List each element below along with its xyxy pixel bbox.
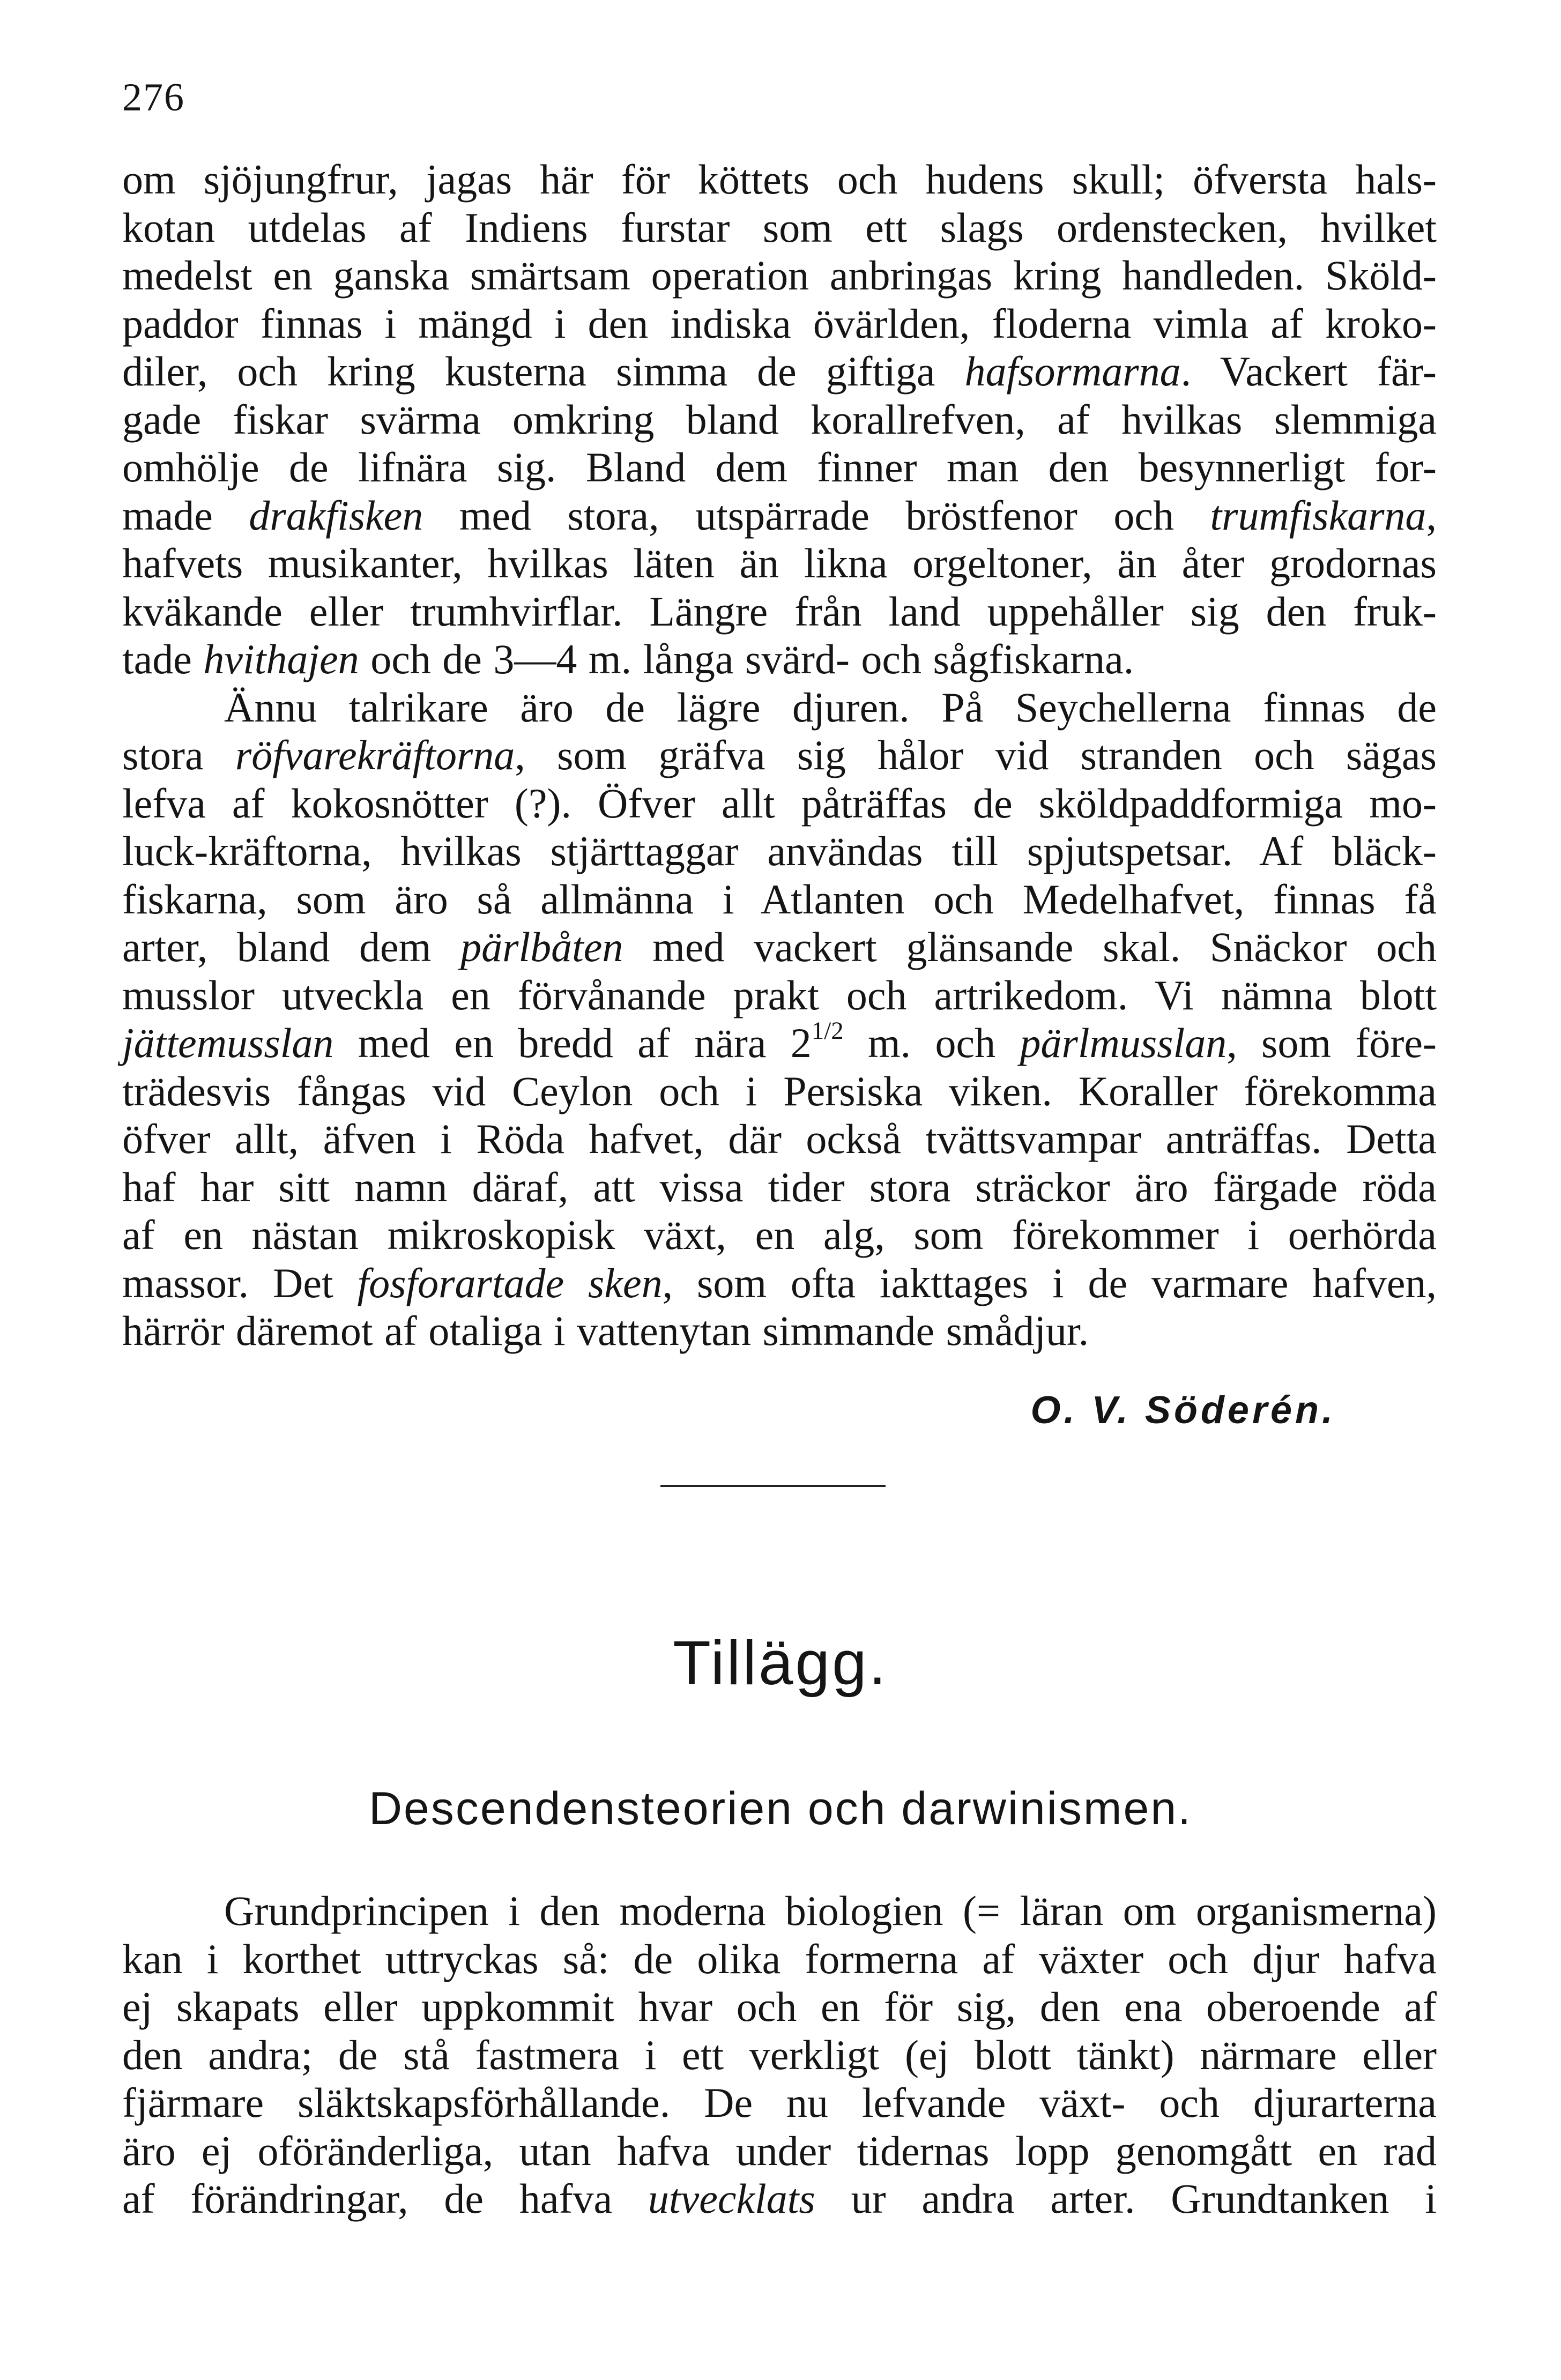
section-title: Tillägg. [673,1628,888,1698]
text-line: kan i korthet uttryckas så: de olika formerna af växter och djur hafva [122,1935,1437,1982]
text-line: gade fiskar svärma omkring bland korallrefven, af hvilkas slemmiga [122,396,1437,443]
text-line: af förändringar, de hafva utvecklats ur andra arter. Grundtanken i [122,2175,1437,2222]
author-signature: O. V. Söderén. [1030,1389,1336,1432]
italic-term: pärlmusslan [1020,1020,1227,1066]
text-line: af en nästan mikroskopisk växt, en alg, som förekommer i oerhörda [122,1211,1437,1258]
text-line: omhölje de lifnära sig. Bland dem finner man den besynnerligt for- [122,444,1437,490]
text-line-part: jättemusslan med en bredd af nära 2 [122,1020,812,1066]
text-line: Grundprincipen i den moderna biologien (= läran om organismerna) [224,1887,1437,1934]
text-line: medelst en ganska smärtsam operation anbringas kring handleden. Sköld- [122,252,1437,299]
text-line [122,347,1437,396]
text-line: äro ej oföränderliga, utan hafva under tidernas lopp genomgått en rad [122,2127,1437,2174]
italic-term: pärlbåten [460,924,623,970]
text-line: härrör däremot af otaliga i vattenytan simmande smådjur. [122,1307,1089,1354]
text-line-content: diler, och kring kusterna simma de giftiga hafsormarna. Vackert fär- [122,348,1437,395]
italic-term: trumfiskarna [1210,492,1426,539]
text-line: luck-kräftorna, hvilkas stjärttaggar användas till spjutspetsar. Af bläck- [122,828,1437,874]
text-line: fjärmare släktskapsförhållande. De nu lefvande växt- och djurarterna [122,2079,1437,2126]
text-line: Ännu talrikare äro de lägre djuren. På Seychellerna finnas de [224,683,1437,731]
italic-term: utvecklats [648,2175,815,2222]
text-line: stora röfvarekräftorna, som gräfva sig hålor vid stranden och sägas [122,732,1437,778]
italic-term: fosforartade sken [357,1259,663,1306]
italic-term: hafsormarna [964,348,1181,395]
text-line: ej skapats eller uppkommit hvar och en för sig, den ena oberoende af [122,1983,1437,2030]
fraction: 1/2 [811,1016,844,1045]
text-line: om sjöjungfrur, jagas här för köttets och hudens skull; öfversta hals- [122,156,1437,203]
text-line: tade hvithajen och de 3—4 m. långa svärd- och sågfiskarna. [122,636,1134,682]
text-line: lefva af kokosnötter (?). Öfver allt påträffas de sköldpaddformiga mo- [122,779,1437,827]
italic-term: röfvarekräftorna [235,732,515,778]
text-line: trädesvis fångas vid Ceylon och i Persiska viken. Koraller förekomma [122,1067,1437,1114]
text-line: kotan utdelas af Indiens furstar som ett slags ordenstecken, hvilket [122,204,1437,251]
text-line: arter, bland dem pärlbåten med vackert glänsande skal. Snäckor och [122,924,1437,970]
text-line: made drakfisken med stora, utspärrade bröstfenor och trumfiskarna, [122,492,1437,539]
text-line: musslor utveckla en förvånande prakt och artrikedom. Vi nämna blott [122,971,1437,1018]
italic-term: drakfisken [249,492,423,539]
text-line: paddor finnas i mängd i den indiska övärlden, floderna vimla af kroko- [122,300,1437,347]
text-line-part: m. och pärlmusslan, som före- [843,1020,1437,1066]
section-divider [660,1485,886,1487]
text-line: den andra; de stå fastmera i ett verkligt (ej blott tänkt) närmare eller [122,2031,1437,2078]
text-line: fiskarna, som äro så allmänna i Atlanten och Medelhafvet, finnas få [122,875,1437,923]
text-line: öfver allt, äfven i Röda hafvet, där också tvättsvampar anträffas. Detta [122,1115,1437,1162]
text-line-with-fraction [122,1016,1437,1067]
italic-term: hvithajen [203,636,359,682]
text-line: kväkande eller trumhvirflar. Längre från land uppehåller sig den fruk- [122,587,1437,635]
text-line: haf har sitt namn däraf, att vissa tider stora sträckor äro färgade röda [122,1163,1437,1210]
text-line: massor. Det fosforartade sken, som ofta iakttages i de varmare hafven, [122,1259,1437,1306]
section-subtitle: Descendensteorien och darwinismen. [368,1783,1193,1834]
body-text-addendum [122,1887,1437,2223]
page-number: 276 [122,76,185,120]
text-line: hafvets musikanter, hvilkas läten än likna orgeltoner, än åter grodornas [122,540,1437,586]
body-text-continued [122,155,1437,1355]
italic-term: jättemusslan [122,1020,334,1066]
